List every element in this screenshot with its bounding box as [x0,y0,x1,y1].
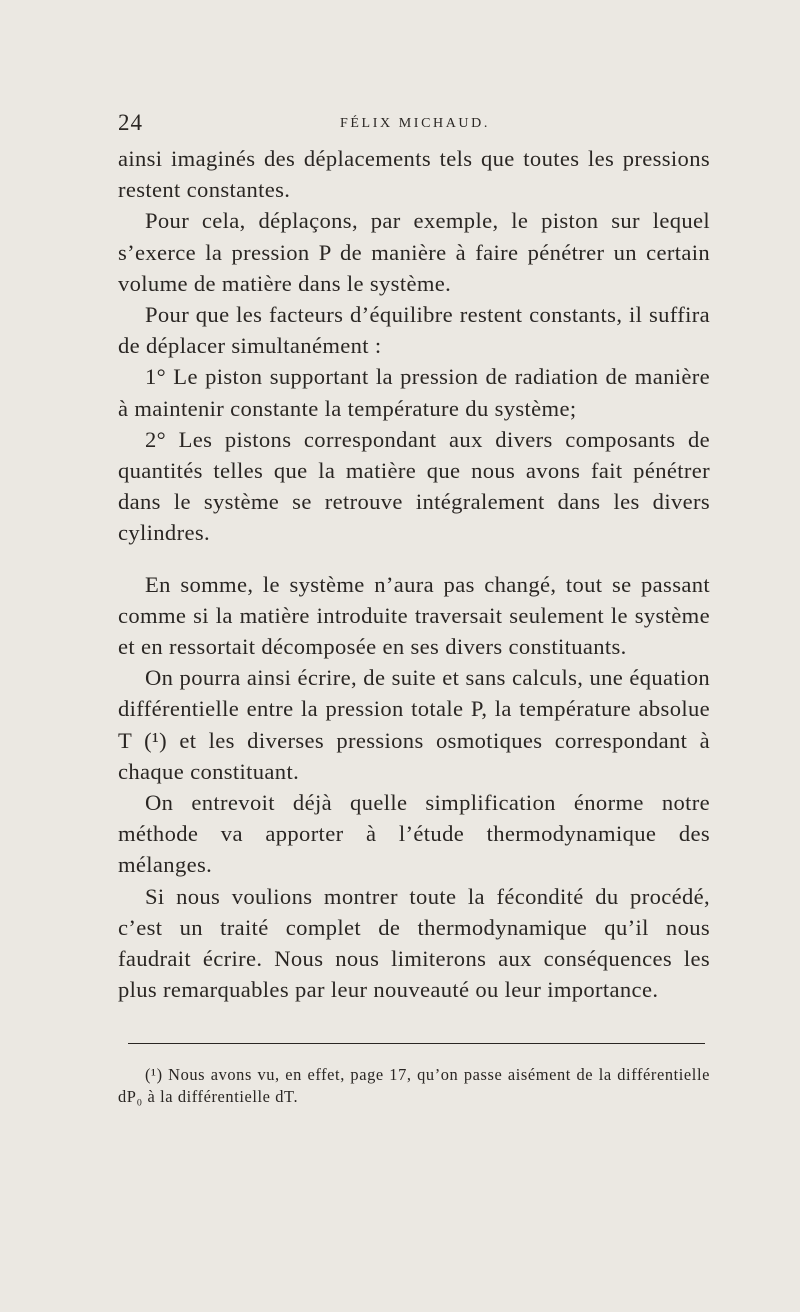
paragraph-simplification: On entrevoit déjà quelle simplification énorme notre méthode va apporter à l’étude thermodynamique des mélanges. [118,790,710,878]
paragraph-list-item-2: 2° Les pistons correspondant aux divers composants de quantités telles que la matière que nous avons fait pénétrer dans le système se retrouve intégralement dans les divers cylindres. [118,426,710,546]
body-text [118,143,710,1005]
footnotes [118,1064,710,1108]
running-head: FÉLIX MICHAUD. [340,116,490,131]
footnote-1: (¹) Nous avons vu, en effet, page 17, qu’on passe aisément de la différentielle dP₀ à la différentielle dT. [118,1065,710,1107]
paragraph-piston-displacement: Pour cela, déplaçons, par exemple, le piston sur lequel s’exerce la pression P de manière à faire pénétrer un certain volume de matière dans le système. [118,208,710,296]
paragraph-conclusion: Si nous voulions montrer toute la fécondité du procédé, c’est un traité complet de thermodynamique qu’il nous faudrait écrire. Nous nous limiterons aux conséquences les plus remarquables par leur nouveauté ou leur importance. [118,883,710,1003]
footnote-divider [128,1043,705,1044]
paragraph-list-item-1: 1° Le piston supportant la pression de radiation de manière à maintenir constante la température du système; [118,364,710,421]
paragraph-differential-equation: On pourra ainsi écrire, de suite et sans calculs, une équation différentielle entre la pression totale P, la température absolue T (¹) et les diverses pressions osmotiques correspondant à chaque constituant. [118,665,710,784]
page-number: 24 [118,110,143,135]
paragraph-equilibrium-factors: Pour que les facteurs d’équilibre restent constants, il suffira de déplacer simultanément : [118,302,710,359]
paragraph-continuation: ainsi imaginés des déplacements tels que toutes les pressions restent constantes. [118,146,710,203]
paragraph-summary: En somme, le système n’aura pas changé, tout se passant comme si la matière introduite traversait seulement le système et en ressortait décomposée en ses divers constituants. [118,571,710,660]
page-header [118,110,710,140]
